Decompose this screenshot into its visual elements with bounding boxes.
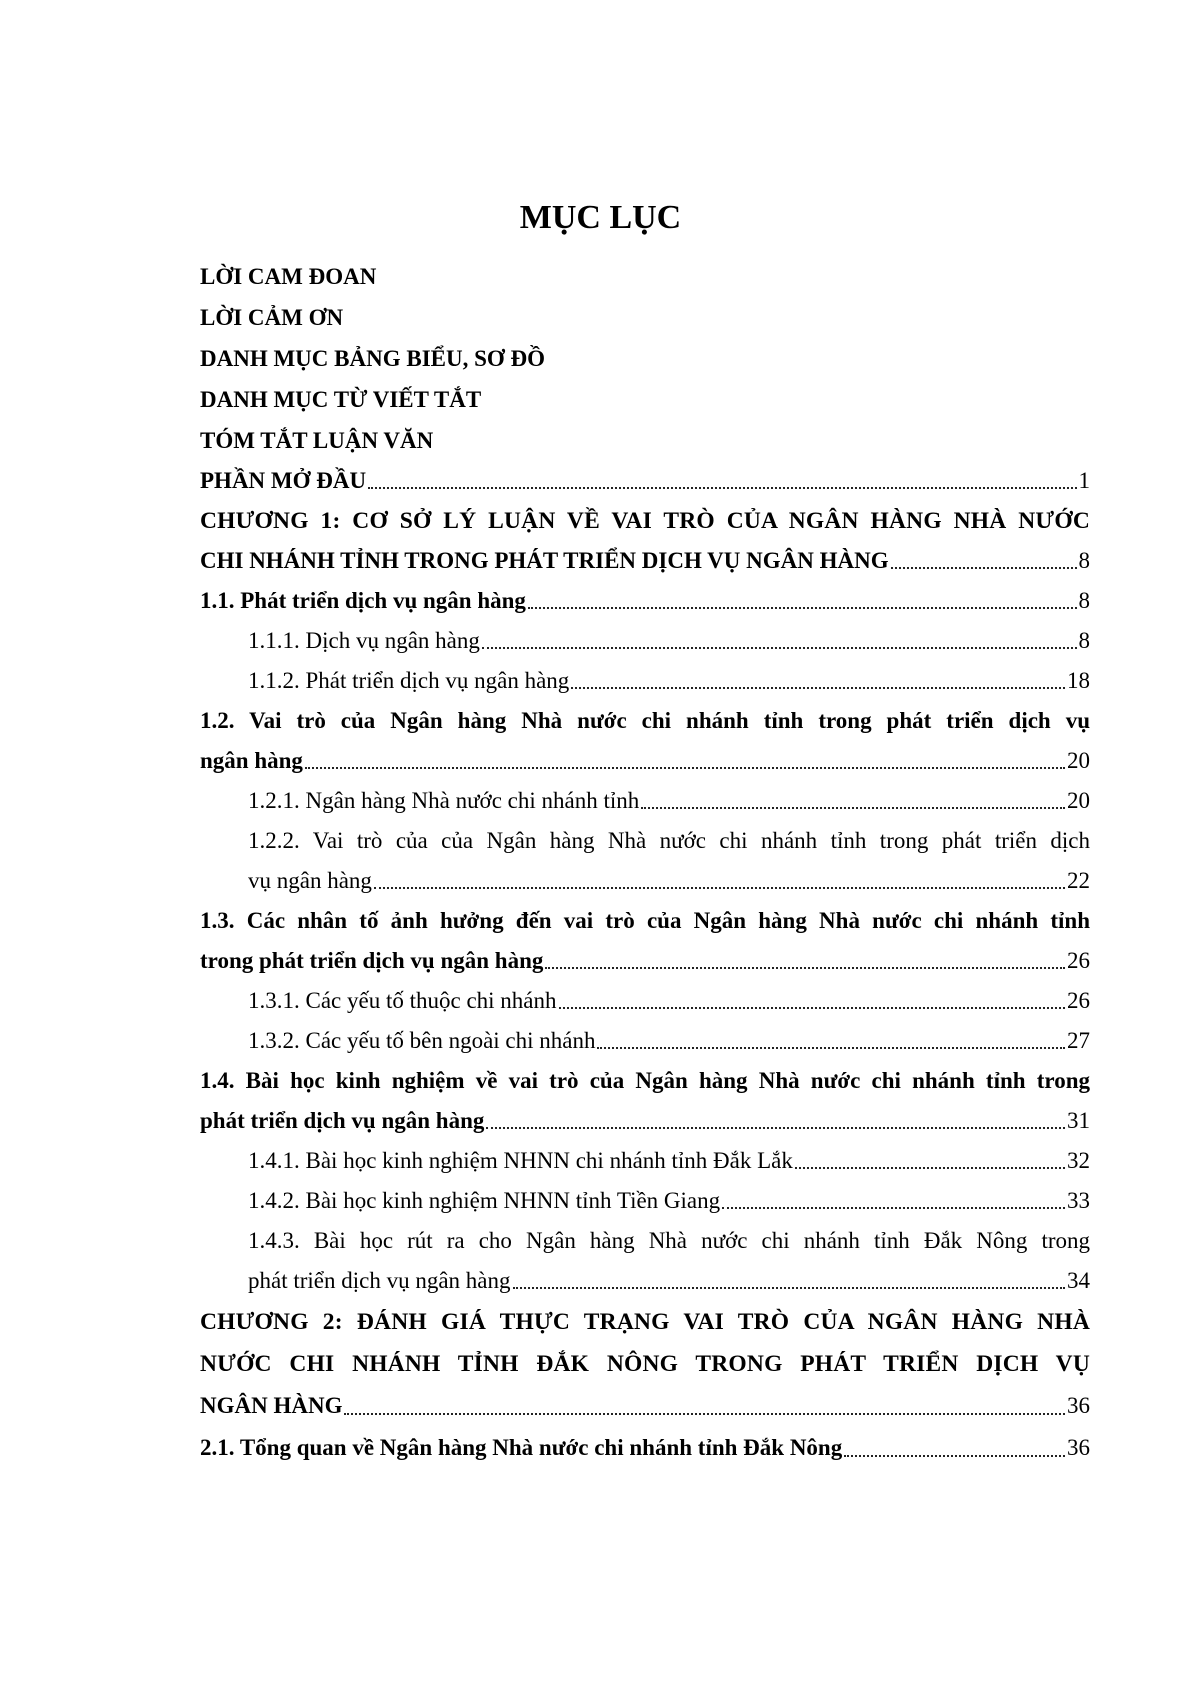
toc-page-number: 8 — [1078, 588, 1090, 613]
toc-entry-text: 1.3. Các nhân tố ảnh hưởng đến vai trò của Ngân hàng Nhà nước chi nhánh tỉnh — [200, 908, 1090, 933]
toc-entry-text: TÓM TẮT LUẬN VĂN — [200, 428, 434, 453]
toc-entry-text: phát triển dịch vụ ngân hàng — [200, 1108, 485, 1133]
toc-entry-text: 1.1. Phát triển dịch vụ ngân hàng — [200, 588, 526, 613]
toc-entry[interactable] — [200, 541, 1090, 581]
toc-page-number: 8 — [1078, 548, 1090, 573]
dot-leader — [513, 1275, 1065, 1289]
toc-entry[interactable] — [200, 1427, 1090, 1469]
toc-entry[interactable] — [200, 781, 1090, 821]
toc-page-number: 32 — [1067, 1148, 1090, 1173]
toc-page-number: 26 — [1067, 948, 1090, 973]
toc-page-number: 1 — [1078, 468, 1090, 493]
toc-entry[interactable] — [200, 621, 1090, 661]
toc-entry[interactable] — [200, 461, 1090, 501]
dot-leader — [571, 675, 1065, 689]
toc-page-number: 26 — [1067, 988, 1090, 1013]
toc-entry-text: 1.2.1. Ngân hàng Nhà nước chi nhánh tỉnh — [248, 788, 640, 813]
dot-leader — [641, 795, 1065, 809]
toc-entry[interactable] — [200, 1021, 1090, 1061]
toc-page-number: 31 — [1067, 1108, 1090, 1133]
toc-entry-text: DANH MỤC BẢNG BIỂU, SƠ ĐỒ — [200, 346, 546, 371]
dot-leader — [891, 555, 1077, 569]
toc-entry[interactable] — [200, 1301, 1090, 1343]
toc-entry-text: CHƯƠNG 2: ĐÁNH GIÁ THỰC TRẠNG VAI TRÒ CỦA NGÂN HÀNG NHÀ — [200, 1309, 1090, 1335]
table-of-contents — [200, 256, 1090, 1469]
toc-entry-text: ngân hàng — [200, 748, 303, 773]
toc-entry-text: CHƯƠNG 1: CƠ SỞ LÝ LUẬN VỀ VAI TRÒ CỦA NGÂN HÀNG NHÀ NƯỚC — [200, 508, 1090, 534]
dot-leader — [528, 595, 1077, 609]
toc-entry[interactable] — [200, 861, 1090, 901]
toc-entry-text: LỜI CAM ĐOAN — [200, 264, 377, 289]
dot-leader — [795, 1155, 1065, 1169]
toc-page-number: 34 — [1067, 1268, 1090, 1293]
toc-page-number: 36 — [1067, 1393, 1090, 1418]
toc-entry[interactable] — [200, 941, 1090, 981]
toc-entry[interactable] — [200, 379, 1090, 420]
toc-page-number: 20 — [1067, 748, 1090, 773]
toc-entry[interactable] — [200, 1385, 1090, 1427]
dot-leader — [545, 955, 1065, 969]
toc-entry[interactable] — [200, 821, 1090, 861]
toc-entry-text: 1.4. Bài học kinh nghiệm về vai trò của Ngân hàng Nhà nước chi nhánh tỉnh trong — [200, 1068, 1090, 1093]
dot-leader — [722, 1195, 1065, 1209]
dot-leader — [368, 475, 1076, 489]
toc-entry-text: 1.4.2. Bài học kinh nghiệm NHNN tỉnh Tiền Giang — [248, 1188, 721, 1213]
toc-entry[interactable] — [200, 501, 1090, 541]
toc-entry[interactable] — [200, 420, 1090, 461]
toc-entry[interactable] — [200, 1221, 1090, 1261]
toc-entry-text: PHẦN MỞ ĐẦU — [200, 468, 367, 493]
toc-entry[interactable] — [200, 1261, 1090, 1301]
toc-entry[interactable] — [200, 1141, 1090, 1181]
toc-entry[interactable] — [200, 1061, 1090, 1101]
toc-entry-text: 1.1.2. Phát triển dịch vụ ngân hàng — [248, 668, 570, 693]
toc-entry[interactable] — [200, 1343, 1090, 1385]
dot-leader — [486, 1115, 1065, 1129]
dot-leader — [844, 1443, 1065, 1457]
toc-page-number: 33 — [1067, 1188, 1090, 1213]
toc-page-number: 22 — [1067, 868, 1090, 893]
dot-leader — [305, 755, 1065, 769]
toc-entry-text: 2.1. Tổng quan về Ngân hàng Nhà nước chi nhánh tỉnh Đắk Nông — [200, 1435, 843, 1460]
toc-entry[interactable] — [200, 581, 1090, 621]
toc-entry[interactable] — [200, 1181, 1090, 1221]
dot-leader — [559, 995, 1065, 1009]
toc-page-number: 27 — [1067, 1028, 1090, 1053]
toc-entry-text: 1.2. Vai trò của Ngân hàng Nhà nước chi nhánh tỉnh trong phát triển dịch vụ — [200, 708, 1090, 733]
toc-page-number: 18 — [1067, 668, 1090, 693]
toc-entry-text: phát triển dịch vụ ngân hàng — [248, 1268, 511, 1293]
toc-entry[interactable] — [200, 741, 1090, 781]
toc-entry[interactable] — [200, 981, 1090, 1021]
dot-leader — [344, 1401, 1065, 1415]
toc-entry[interactable] — [200, 256, 1090, 297]
toc-entry-text: 1.3.2. Các yếu tố bên ngoài chi nhánh — [248, 1028, 596, 1053]
toc-entry[interactable] — [200, 297, 1090, 338]
toc-entry[interactable] — [200, 338, 1090, 379]
dot-leader — [597, 1035, 1065, 1049]
toc-entry[interactable] — [200, 1101, 1090, 1141]
toc-page-number: 36 — [1067, 1435, 1090, 1460]
toc-entry-text: NƯỚC CHI NHÁNH TỈNH ĐẮK NÔNG TRONG PHÁT TRIỂN DỊCH VỤ — [200, 1351, 1090, 1377]
toc-entry[interactable] — [200, 661, 1090, 701]
toc-entry-text: 1.4.1. Bài học kinh nghiệm NHNN chi nhánh tỉnh Đắk Lắk — [248, 1148, 793, 1173]
toc-page-number: 8 — [1078, 628, 1090, 653]
toc-entry-text: 1.2.2. Vai trò của của Ngân hàng Nhà nước chi nhánh tỉnh trong phát triển dịch — [248, 828, 1090, 853]
toc-entry-text: trong phát triển dịch vụ ngân hàng — [200, 948, 544, 973]
toc-entry[interactable] — [200, 701, 1090, 741]
toc-entry-text: 1.1.1. Dịch vụ ngân hàng — [248, 628, 480, 653]
dot-leader — [482, 635, 1077, 649]
toc-entry-text: vụ ngân hàng — [248, 868, 372, 893]
page-title: MỤC LỤC — [519, 199, 682, 236]
toc-entry-text: NGÂN HÀNG — [200, 1393, 343, 1418]
toc-entry-text: DANH MỤC TỪ VIẾT TẮT — [200, 387, 482, 412]
dot-leader — [374, 875, 1065, 889]
toc-entry[interactable] — [200, 901, 1090, 941]
toc-page-number: 20 — [1067, 788, 1090, 813]
toc-entry-text: 1.3.1. Các yếu tố thuộc chi nhánh — [248, 988, 557, 1013]
toc-entry-text: 1.4.3. Bài học rút ra cho Ngân hàng Nhà nước chi nhánh tỉnh Đắk Nông trong — [248, 1228, 1090, 1253]
toc-entry-text: CHI NHÁNH TỈNH TRONG PHÁT TRIỂN DỊCH VỤ NGÂN HÀNG — [200, 548, 889, 573]
toc-entry-text: LỜI CẢM ƠN — [200, 305, 344, 330]
